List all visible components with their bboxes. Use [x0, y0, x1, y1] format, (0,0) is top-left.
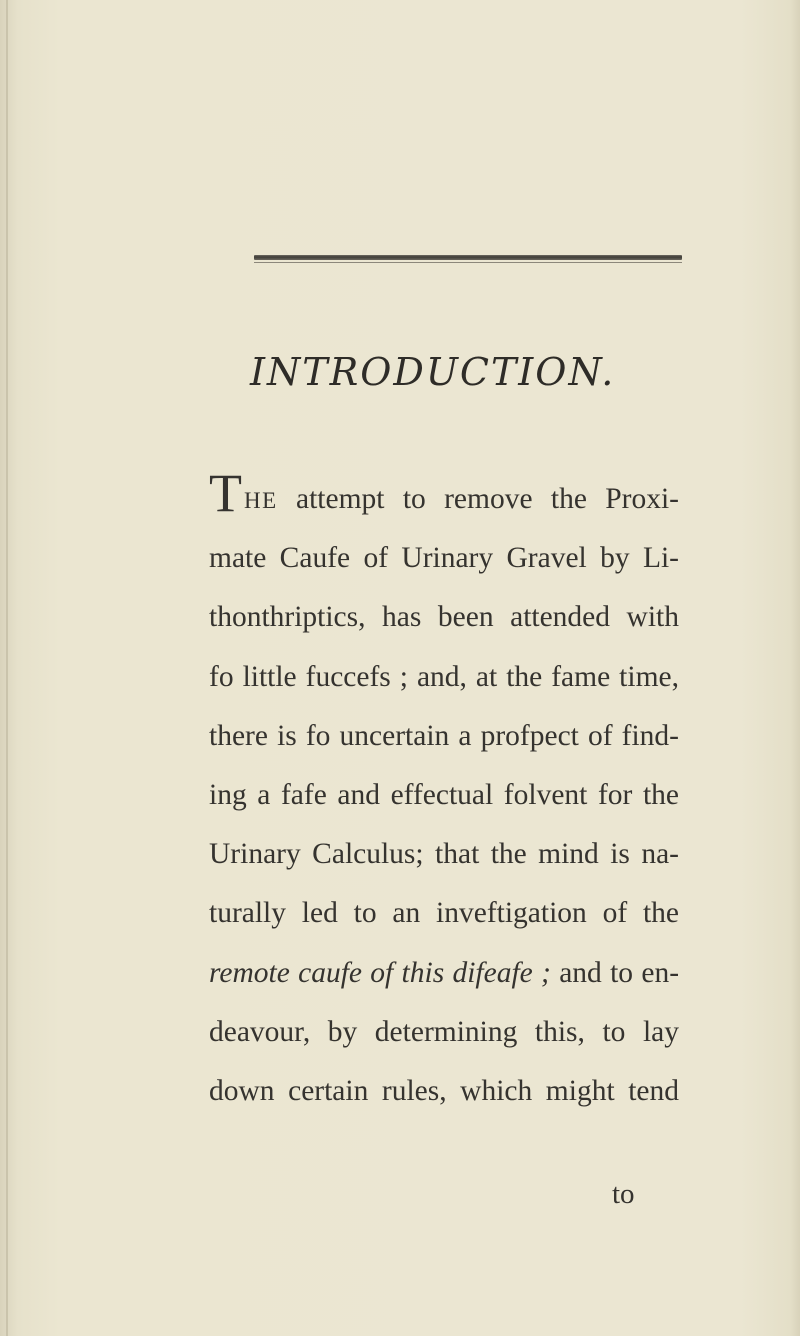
body-paragraph [209, 463, 680, 1121]
ornamental-rule [254, 255, 682, 260]
ornamental-rule-underline [254, 262, 682, 263]
italic-phrase: remote caufe of this difeafe ; [209, 956, 551, 989]
catchword: to [612, 1178, 635, 1210]
text-line-9 [209, 944, 679, 1003]
text-line-4: fo little fuccefs ; and, at the fame time, [209, 660, 679, 693]
drop-cap: T [209, 463, 242, 523]
line-9-text: and to en- [559, 956, 680, 989]
text-line-2: mate Caufe of Urinary Gravel by Li- [209, 542, 679, 575]
text-line-3: thonthriptics, has been attended with [209, 601, 679, 634]
text-line-1 [209, 463, 680, 529]
text-line-5: there is fo uncertain a profpect of find- [209, 719, 679, 752]
text-line-8: turally led to an inveftigation of the [209, 897, 679, 930]
section-heading: INTRODUCTION. [250, 350, 616, 394]
gutter-shadow [6, 0, 8, 1336]
drop-cap-continuation: HE [244, 488, 278, 513]
text-line-11: down certain rules, which might tend [209, 1074, 679, 1107]
text-line-6: ing a fafe and effectual folvent for the [209, 778, 679, 811]
text-line-7: Urinary Calculus; that the mind is na- [209, 838, 679, 871]
line-1-text: attempt to remove the Proxi- [296, 483, 680, 515]
text-line-10: deavour, by determining this, to lay [209, 1015, 679, 1048]
